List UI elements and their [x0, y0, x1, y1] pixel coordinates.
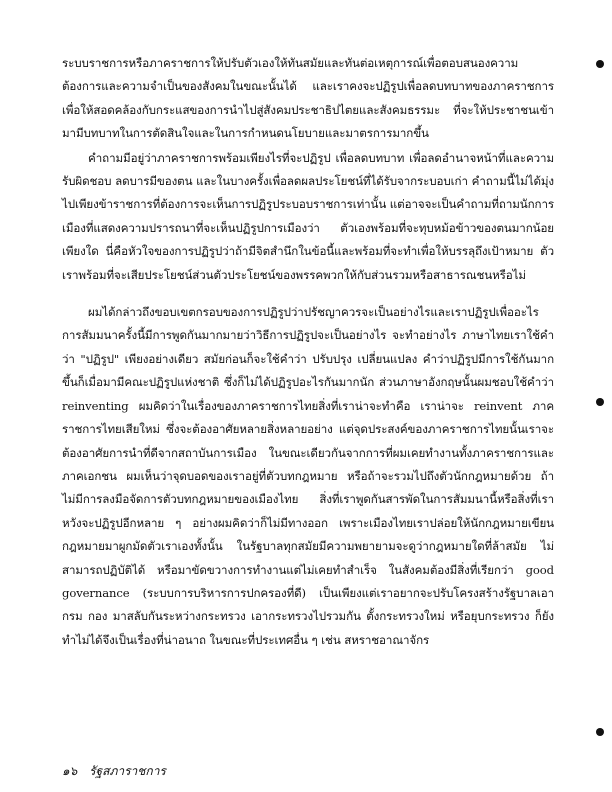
publication-name: รัฐสภาราชการ	[89, 764, 166, 778]
binder-hole-mark	[596, 398, 604, 406]
paragraph-2: คำถามมีอยู่ว่าภาคราชการพร้อมเพียงไรที่จะปฏิรูป เพื่อลดบทบาท เพื่อลดอำนาจหน้าที่และความรับผิดชอบ ลดบารมีของตน และในบางครั้งเพื่อลดผลประโยชน์ที่ได้รับจากระบอบเก่า คำถามนี้ไม่ได้มุ่งไปเพียงข้าราชการที่ต้องการจะเห็นการปฏิรูประบอบราชการเท่านั้น แต่อาจจะเป็นคำถามที่ถามนักการเมืองที่แสดงความปรารถนาที่จะเห็นปฏิรูปการเมืองว่า ตัวเองพร้อมที่จะทุบหม้อข้าวของตนมากน้อยเพียงใด นี่คือหัวใจของการปฏิรูปว่าถ้ามีจิตสำนึกในข้อนี้และพร้อมที่จะทำเพื่อให้บรรลุถึงเป้าหมาย ตัวเราพร้อมที่จะเสียประโยชน์ส่วนตัวประโยชน์ของพรรคพวกให้กับส่วนรวมหรือสาธารณชนหรือไม่	[62, 150, 554, 282]
paragraph-1: ระบบราชการหรือภาคราชการให้ปรับตัวเองให้ทันสมัยและทันต่อเหตุการณ์เพื่อตอบสนองความต้องการและความจำเป็นของสังคมในขณะนั้นได้ และเราคงจะปฏิรูปเพื่อลดบทบาทของภาคราชการเพื่อให้สอดคล้องกับกระแสของการนำไปสู่สังคมประชาธิปไตยและสังคมธรรมะ ที่จะให้ประชาชนเข้ามามีบทบาทในการตัดสินใจและในการกำหนดนโยบายและมาตรการมากขึ้น	[62, 56, 554, 141]
document-body	[62, 52, 554, 652]
binder-hole-mark	[596, 728, 604, 736]
paragraph-3: ผมได้กล่าวถึงขอบเขตกรอบของการปฏิรูปว่าปรัชญาควรจะเป็นอย่างไรและเราปฏิรูปเพื่ออะไร การสัมมนาครั้งนี้มีการพูดกันมากมายว่าวิธีการปฏิรูปจะเป็นอย่างไร จะทำอย่างไร ภาษาไทยเราใช้คำว่า "ปฏิรูป" เพียงอย่างเดียว สมัยก่อนก็จะใช้คำว่า ปรับปรุง เปลี่ยนแปลง คำว่าปฏิรูปมีการใช้กันมากขึ้นก็เมื่อมามีคณะปฏิรูปแห่งชาติ ซึ่งก็ไม่ได้ปฏิรูปอะไรกันมากนัก ส่วนภาษาอังกฤษนั้นผมชอบใช้คำว่า reinventing ผมคิดว่าในเรื่องของภาคราชการไทยสิ่งที่เราน่าจะทำคือ เราน่าจะ reinvent ภาคราชการไทยเสียใหม่ ซึ่งจะต้องอาศัยหลายสิ่งหลายอย่าง แต่จุดประสงค์ของภาคราชการไทยนั้นเราจะต้องอาศัยการนำที่ดีจากสถาบันการเมือง ในขณะเดียวกันจากการที่ผมเคยทำงานทั้งภาคราชการและภาคเอกชน ผมเห็นว่าจุดบอดของเราอยู่ที่ตัวบทกฎหมาย หรือถ้าจะรวมไปถึงตัวนักกฎหมายด้วย ถ้าไม่มีการลงมือจัดการตัวบทกฎหมายของเมืองไทย สิ่งที่เราพูดกันสารพัดในการสัมมนานี้หรือสิ่งที่เราหวังจะปฏิรูปอีกหลาย ๆ อย่างผมคิดว่าก็ไม่มีทางออก เพราะเมืองไทยเราปล่อยให้นักกฎหมายเขียนกฎหมายมาผูกมัดตัวเราเองทั้งนั้น ในรัฐบาลทุกสมัยมีความพยายามจะดูว่ากฎหมายใดที่ล้าสมัย ไม่สามารถปฏิบัติได้ หรือมาขัดขวางการทำงานแต่ไม่เคยทำสำเร็จ ในสังคมต้องมีสิ่งที่เรียกว่า good governance (ระบบการบริหารการปกครองที่ดี) เป็นเพียงแต่เราอยากจะปรับโครงสร้างรัฐบาลเอากรม กอง มาสลับกันระหว่างกระทรวง เอากระทรวงไปรวมกัน ตั้งกระทรวงใหม่ หรือยุบกระทรวง ก็ยังทำไม่ได้จึงเป็นเรื่องที่น่าอนาถ ในขณะที่ประเทศอื่น ๆ เช่น สหราชอาณาจักร	[62, 305, 554, 647]
page-footer	[62, 762, 166, 781]
page-number: ๑๖	[62, 764, 78, 778]
binder-hole-mark	[596, 60, 604, 68]
